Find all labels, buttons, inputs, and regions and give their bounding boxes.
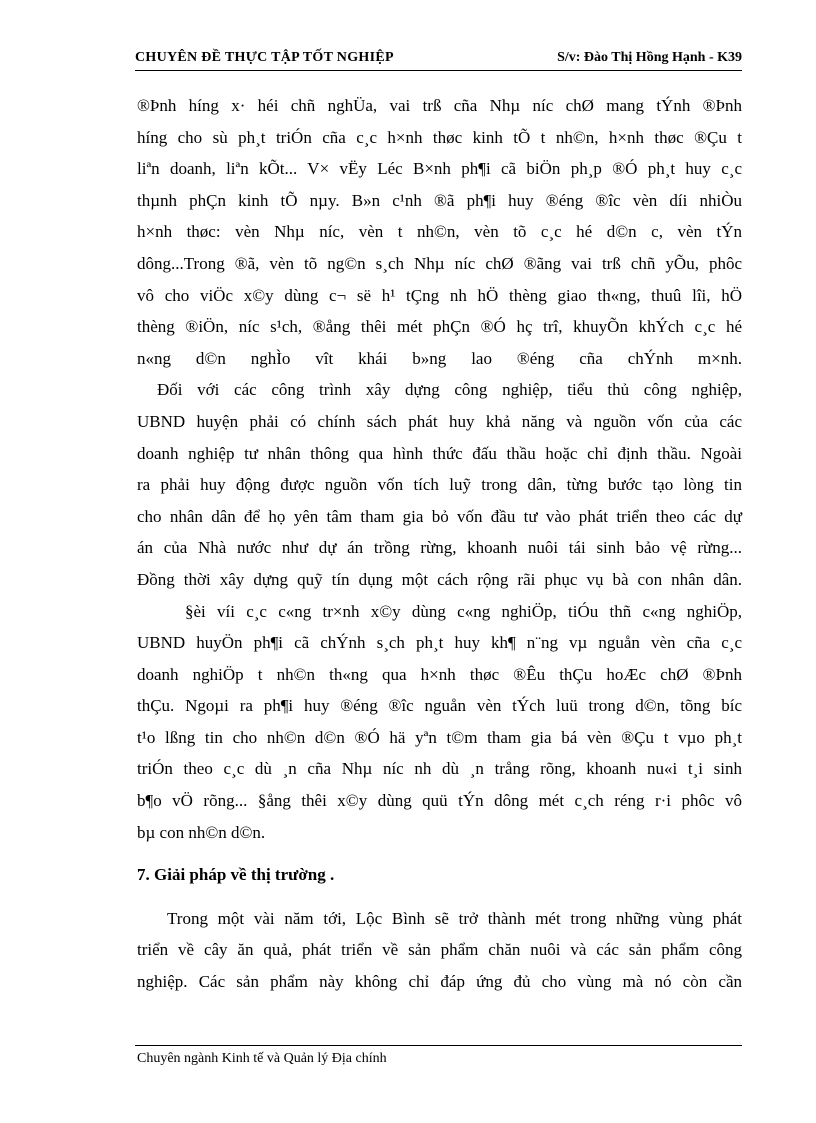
text-line: thÇu. Ngoµi ra ph¶i huy ®éng ®îc nguån vèn tÝch luü trong d©n, tõng bíc: [137, 696, 742, 716]
text-line: thèng ®iÖn, níc s¹ch, ®ång thêi mét phÇn ®Ó hç trî, khuyÕn khÝch c¸c hé: [137, 317, 742, 337]
text-line: Đồng thời xây dựng quỹ tín dụng một cách rộng rãi phục vụ bà con nhân dân.: [137, 569, 742, 589]
text-line: h×nh thøc: vèn Nhµ níc, vèn t nh©n, vèn tõ c¸c hé d©n c, vèn tÝn: [137, 222, 742, 242]
paragraph-2: [137, 374, 742, 595]
text-line: ®Þnh híng x· héi chñ nghÜa, vai trß cña Nhµ níc chØ mang tÝnh ®Þnh: [137, 96, 742, 115]
text-line: Đối với các công trình xây dựng công nghiệp, tiểu thủ công nghiệp,: [157, 380, 742, 400]
header-author: S/v: Đào Thị Hồng Hạnh - K39: [557, 50, 742, 65]
text-line: cho nhân dân để họ yên tâm tham gia bỏ vốn đầu tư vào phát triển theo các dự: [137, 506, 742, 526]
page-footer: Chuyên ngành Kinh tế và Quản lý Địa chính: [137, 1051, 387, 1066]
text-line: liªn doanh, liªn kÕt... V× vËy Léc B×nh ph¶i cã biÖn ph¸p ®Ó ph¸t huy c¸c: [137, 159, 742, 179]
text-line: b¶o vÖ rõng... §ång thêi x©y dùng quü tÝn dông mét c¸ch réng r·i phôc vô: [137, 791, 742, 811]
text-line: triển về cây ăn quả, phát triển về sản phẩm chăn nuôi và các sản phẩm công: [137, 940, 742, 960]
footer-divider: [135, 1045, 742, 1046]
text-line: doanh nghiÖp t nh©n th«ng qua h×nh thøc ®Êu thÇu hoÆc chØ ®Þnh: [137, 664, 742, 684]
text-line: ra phải huy động được nguồn vốn tích luỹ trong dân, từng bước tạo lòng tin: [137, 475, 742, 495]
section-paragraph: [137, 903, 742, 998]
paragraph-1: [137, 90, 742, 374]
text-line: triÓn theo c¸c dù ¸n cña Nhµ níc nh dù ¸n trång rõng, khoanh nu«i t¸i sinh: [137, 759, 742, 779]
text-line: bµ con nh©n d©n.: [137, 822, 266, 842]
text-line: nghiệp. Các sản phẩm này không chỉ đáp ứng đủ cho vùng mà nó còn cần: [137, 972, 742, 992]
text-line: thµnh phÇn kinh tÕ nµy. B»n c¹nh ®ã ph¶i huy ®éng ®îc vèn díi nhiÒu: [137, 190, 742, 210]
page-body: [137, 90, 742, 998]
text-line: dông...Trong ®ã, vèn tõ ng©n s¸ch Nhµ níc chØ ®ãng vai trß chñ yÕu, phôc: [137, 253, 742, 273]
text-line: án của Nhà nước như dự án trồng rừng, khoanh nuôi tái sinh bảo vệ rừng...: [137, 538, 742, 558]
header-title: CHUYÊN ĐỀ THỰC TẬP TỐT NGHIỆP: [135, 50, 394, 65]
paragraph-3: [137, 596, 742, 849]
text-line: t¹o lßng tin cho nh©n d©n ®Ó hä yªn t©m tham gia bá vèn ®Çu t vµo ph¸t: [137, 727, 742, 747]
text-line: UBND huyện phải có chính sách phát huy khả năng và nguồn vốn của các: [137, 411, 742, 431]
text-line: n«ng d©n nghÌo vît khái b»ng lao ®éng cña chÝnh m×nh.: [137, 348, 742, 368]
header-divider: [135, 70, 742, 71]
text-line: híng cho sù ph¸t triÓn cña c¸c h×nh thøc kinh tÕ t nh©n, h×nh thøc ®Çu t: [137, 127, 742, 147]
text-line: UBND huyÖn ph¶i cã chÝnh s¸ch ph¸t huy kh¶ n¨ng vµ nguån vèn cña c¸c: [137, 633, 742, 653]
text-line: Trong một vài năm tới, Lộc Bình sẽ trở thành mét trong những vùng phát: [167, 908, 742, 928]
text-line: §èi víi c¸c c«ng tr×nh x©y dùng c«ng nghiÖp, tiÓu thñ c«ng nghiÖp,: [185, 601, 742, 621]
section-heading: 7. Giải pháp về thị trường .: [137, 865, 335, 885]
text-line: doanh nghiệp tư nhân thông qua hình thức đấu thầu hoặc chỉ định thầu. Ngoài: [137, 443, 742, 463]
text-line: vô cho viÖc x©y dùng c¬ së h¹ tÇng nh hÖ thèng giao th«ng, thuû lîi, hÖ: [137, 285, 742, 305]
